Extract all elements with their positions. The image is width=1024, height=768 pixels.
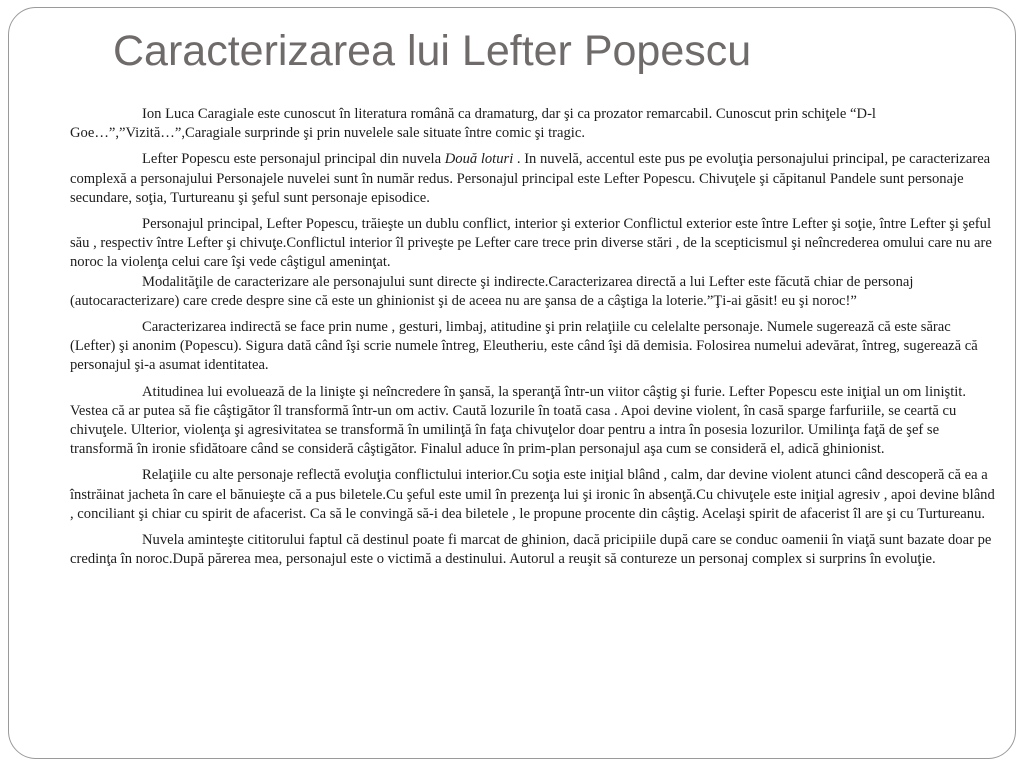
paragraph-relationships: Relaţiile cu alte personaje reflectă evoluţia conflictului interior.Cu soţia este iniţial blând , calm, dar devine violent atunci când descoperă că ea a înstrăinat jacheta în care el bănuieşte că a pus biletele.Cu şeful este umil în prezenţa lui şi ironic în absenţă.Cu chivuţele este iniţial agresiv , apoi devine blând , conciliant şi chiar cu spirit de afacerist. Ca să le convingă să-i dea biletele , le propune procente din câştig. Acelaşi spirit de afacerist îl are şi cu Turtureanu. — [70, 467, 995, 522]
slide-body — [70, 105, 999, 576]
paragraph-main-character — [70, 150, 999, 208]
paragraph-conflict: Personajul principal, Lefter Popescu, trăieşte un dublu conflict, interior şi exterior Conflictul exterior este între Lefter şi soţie, între Lefter şi şeful său , respectiv între Lefter şi chivuţe.Conflictul interior îl priveşte pe Lefter care trece prin diverse stări , de la scepticismul şi neîncrederea omului care nu are noroc la violenţa celui care îşi vede câştigul ameninţat. — [70, 216, 992, 271]
paragraph-conclusion: Nuvela aminteşte cititorului faptul că destinul poate fi marcat de ghinion, dacă pricipiile după care se conduc oamenii în viaţă sunt bazate doar pe credinţa în noroc.După părerea mea, personajul este o victimă a destinului. Autorul a reuşit să contureze un personaj complex si surprins în evoluţie. — [70, 532, 992, 568]
paragraph-direct-characterization: Modalităţile de caracterizare ale personajului sunt directe şi indirecte.Caracterizarea directă a lui Lefter este făcută chiar de personaj (autocaracterizare) care crede despre sine că este un ghinionist şi de aceea nu are şansa de a câştiga la loterie.”Ţi-ai găsit! eu şi noroc!” — [70, 273, 914, 309]
slide-frame — [8, 7, 1016, 759]
paragraph-indirect-characterization: Caracterizarea indirectă se face prin nume , gesturi, limbaj, atitudine şi prin relaţiile cu celelalte personaje. Numele sugerează că este sărac (Lefter) şi anonim (Popescu). Sigura dată când îşi scrie numele întreg, Eleutheriu, este când îşi dă demisia. Folosirea numelui adevărat, întreg, sugerează că personajul şi-a asumat identitatea. — [70, 319, 978, 374]
novella-title: Două loturi — [444, 151, 514, 168]
paragraph-main-character-rest: . In nuvelă, accentul este pus pe evoluţia personajului principal, pe caracterizarea complexă a personajului Personajele nuvelei sunt în număr redus. Personajul principal este Lefter Popescu. Chivuţele şi căpitanul Pandele sunt personaje secundare, soţia, Turtureanu şi şeful sunt personaje episodice. — [70, 151, 991, 206]
paragraph-intro: Ion Luca Caragiale este cunoscut în literatura română ca dramaturg, dar şi ca prozator remarcabil. Cunoscut prin schiţele “D-l Goe…”,”Vizită…”,Caragiale surprinde şi prin nuvelele sale situate între comic şi tragic. — [70, 106, 876, 142]
slide-title: Caracterizarea lui Lefter Popescu — [113, 27, 752, 75]
paragraph-main-character-start: Lefter Popescu este personajul principal din nuvela — [142, 151, 445, 168]
paragraph-attitude: Atitudinea lui evoluează de la linişte şi neîncredere în şansă, la speranţă într-un viitor câştig şi furie. Lefter Popescu este iniţial un om liniştit. Vestea că ar putea să fie câştigător îl transformă într-un om activ. Caută lozurile în toată casa . Apoi devine violent, în casă sparge farfuriile, se ceartă cu chivuţele. Ulterior, violenţa şi agresivitatea se transformă în umilinţă în faţa chivuţelor doar pentru a intra în posesia lozurilor. Umilinţa faţă de şef se transformă în ironie sfidătoare când se consideră câştigător. Finalul aduce în prim-plan personajul aşa cum se consideră el, adică ghinionist. — [70, 383, 967, 458]
